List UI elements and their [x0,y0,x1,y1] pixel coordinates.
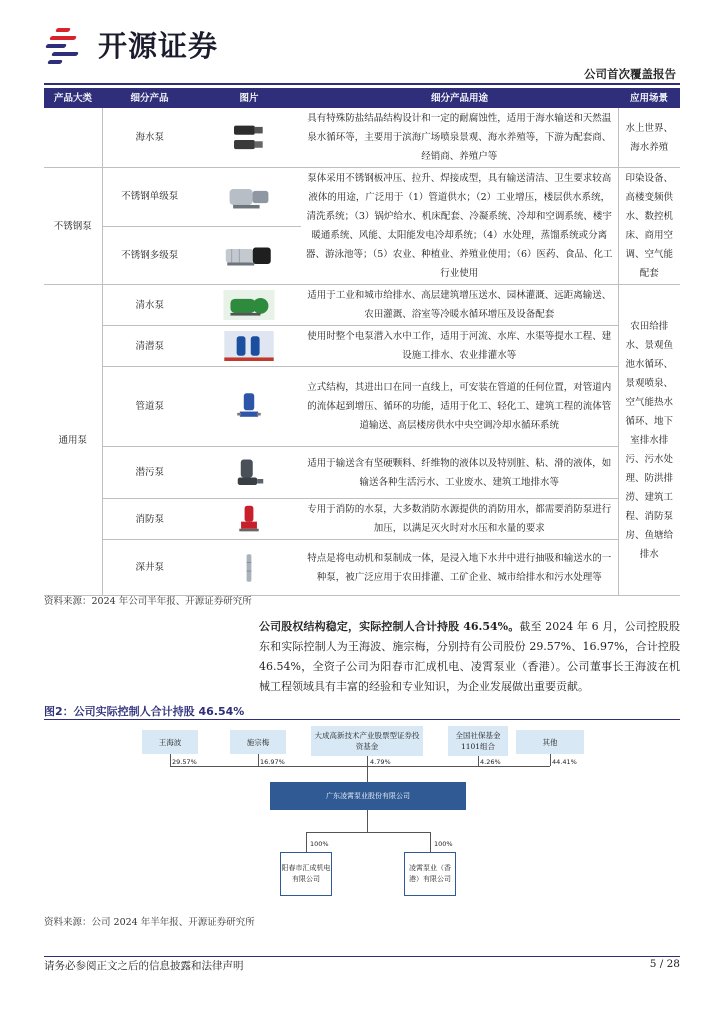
table-row [44,540,680,596]
col-header: 细分产品用途 [301,88,618,108]
product-cell: 深井泵 [102,540,197,596]
scene-cell: 水上世界、海水养殖 [618,108,680,168]
figure-title-bar [44,700,680,720]
category-cell [44,108,102,168]
product-cell: 清潜泵 [102,326,197,367]
share-pct: 16.97% [260,758,285,766]
pipeline-pump-image [229,392,269,422]
shareholder-box: 其他 [516,730,584,754]
share-pct: 29.57% [172,758,197,766]
figure-source-note: 资料来源：公司 2024 年半年报、开源证券研究所 [44,917,255,928]
product-cell: 不锈钢多级泵 [102,226,197,285]
company-box: 广东凌霄泵业股份有限公司 [270,782,466,810]
product-cell: 清水泵 [102,285,197,326]
company-logo [44,22,218,66]
header-rule [44,83,680,85]
table-row [44,447,680,499]
scene-cell: 印染设备、高楼变频供水、数控机床、商用空调、空气能配套 [618,168,680,285]
share-pct: 4.26% [480,758,501,766]
paragraph-body: 截至 2024 年 6 月，公司控股股东和实际控制人为王海波、施宗梅，分别持有公司股份 29.57%、16.97%，合计控股 46.54%，全资子公司为阳春市汇成机电、凌霄泵业（香港）。公司董事长王海波在机械工程领域具有丰富的经验和专业知识，为企业发展做出重要贡献。 [259,620,680,693]
figure-title: 图2：公司实际控制人合计持股 46.54% [44,705,245,718]
use-cell: 具有特殊防盐结晶结构设计和一定的耐腐蚀性，适用于海水输送和天然温泉水循环等，主要用于滨海广场喷泉景观、海水养殖等，下游为配套商、经销商、养殖户等 [301,108,618,168]
table-row [44,168,680,227]
logo-mark-icon [44,22,86,66]
ownership-chart [44,722,680,908]
use-cell: 适用于输送含有坚硬颗料、纤维物的液体以及特别脏、粘、滑的液体，如输送各种生活污水、工业废水、建筑工地排水等 [301,447,618,499]
use-cell: 泵体采用不锈钢板冲压、拉升、焊接成型，具有输送清洁、卫生要求较高液体的用途，广泛用于（1）管道供水；（2）工业增压，楼层供水系统，清洗系统；（3）锅炉给水、机床配套、冷凝系统、冷却和空调系统、楼宇暖通系统、风能、太阳能发电冷却系统；（4）水处理，蒸馏系统或分离器、游泳池等；（5）农业、种植业、养殖业使用；（6）医药、食品、化工行业使用 [301,168,618,285]
image-cell [197,540,301,596]
use-cell: 特点是将电动机和泵制成一体，是浸入地下水井中进行抽吸和输送水的一种泵，被广泛应用于农田排灌、工矿企业、城市给排水和污水处理等 [301,540,618,596]
page-number: 5 / 28 [649,958,680,970]
subsidiary-pct: 100% [434,840,453,848]
subsidiary-box: 凌霄泵业（香港）有限公司 [404,852,456,896]
body-paragraph [259,617,680,697]
shareholder-box: 施宗梅 [230,730,286,754]
stainless-multistage-pump-image [214,240,284,270]
product-cell: 海水泵 [102,108,197,168]
use-cell: 使用时整个电泵潜入水中工作，适用于河流、水库、水渠等提水工程、建设施工排水、农业排灌水等 [301,326,618,367]
sewage-submersible-pump-image [226,458,272,488]
image-cell [197,285,301,326]
product-cell: 不锈钢单级泵 [102,168,197,227]
table-source-note: 资料来源：2024 年公司半年报、开源证券研究所 [44,596,252,607]
paragraph-lead: 公司股权结构稳定，实际控制人合计持股 46.54%。 [259,620,520,633]
scene-cell: 农田给排水、景观鱼池水循环、景观喷泉、空气能热水循环、地下室排水排污、污水处理、防洪排涝、建筑工程、消防泵房、鱼塘给排水 [618,285,680,596]
image-cell [197,108,301,168]
table-header-row [44,88,680,108]
deep-well-pump-image [239,553,259,583]
table-row [44,367,680,447]
product-cell: 管道泵 [102,367,197,447]
share-pct: 4.79% [370,758,391,766]
product-cell: 潜污泵 [102,447,197,499]
clean-water-pump-image [220,290,278,320]
image-cell [197,168,301,227]
subsidiary-box: 阳春市汇成机电有限公司 [280,852,332,896]
stainless-single-stage-pump-image [221,182,277,212]
category-cell: 不锈钢泵 [44,168,102,285]
clean-submersible-pump-image [221,331,277,361]
image-cell [197,499,301,540]
image-cell [197,226,301,285]
product-cell: 消防泵 [102,499,197,540]
col-header: 图片 [197,88,301,108]
logo-text: 开源证券 [98,28,219,63]
category-cell: 通用泵 [44,285,102,596]
shareholder-box: 王海波 [142,730,198,754]
col-header: 产品大类 [44,88,102,108]
image-cell [197,326,301,367]
shareholder-box: 大成高新技术产业股票型证券投资基金 [311,726,423,756]
table-row [44,285,680,326]
table-row [44,108,680,168]
image-cell [197,447,301,499]
table-row [44,326,680,367]
share-pct: 44.41% [552,758,577,766]
col-header: 应用场景 [618,88,680,108]
image-cell [197,367,301,447]
seawater-pump-image [222,123,276,153]
table-row [44,499,680,540]
footer-disclaimer: 请务必参阅正文之后的信息披露和法律声明 [44,960,244,972]
use-cell: 专用于消防的水泵，大多数消防水源提供的消防用水，都需要消防泵进行加压，以满足灭火时对水压和水量的要求 [301,499,618,540]
shareholder-box: 全国社保基金1101组合 [448,726,508,756]
product-table [44,88,680,596]
use-cell: 立式结构，其进出口在同一直线上，可安装在管道的任何位置，对管道内的流体起到增压、循环的功能，适用于化工、轻化工、建筑工程的流体管道输送、高层楼房供水中央空调冷却水循环系统 [301,367,618,447]
col-header: 细分产品 [102,88,197,108]
fire-pump-image [234,504,264,534]
subsidiary-pct: 100% [310,840,329,848]
footer-rule [44,956,680,957]
use-cell: 适用于工业和城市给排水、高层建筑增压送水、园林灌溉、远距离输送、农田灌溉、浴室等冷暖水循环增压及设备配套 [301,285,618,326]
report-type-label: 公司首次覆盖报告 [584,67,676,81]
